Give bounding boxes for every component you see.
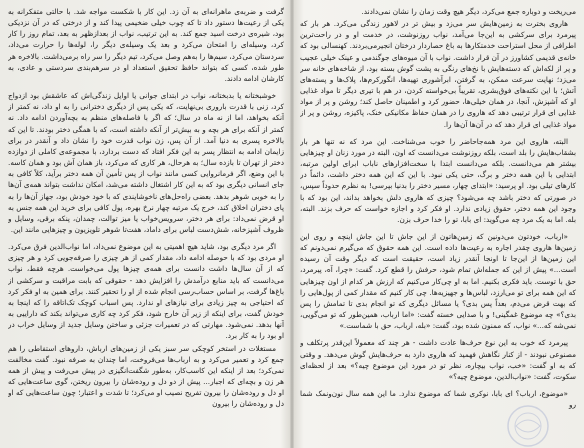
right-paragraph-3: البته، هاروی این مرد همه‌جاحاضر را خوب می‌شناخت. این مرد که نه تنها هر بار بشقاب‌هایش را بلد است، بلکه روزنوشت می‌دانست که اون، البته در مورد زنان او چیزهایی بیشتر هم می‌دانست. بلکه می‌دانست ابتدا با سخت‌افزارهای ناباب ابرای اولین مرتبه، ابتدایی با این همه دختر و برگ، حتی یکی نبود. با این که این همه دختر داشت، دائماً در کارهای تیلی بود. او پرسید: «ابتدای چهار، مسیر دختر را بدنیا بپرسی! به نظرم حدوداً سپس، در صورتی که دختر باشد چه می‌شود؟ چیزی که هاروی دلش بخواهد بداند، این بود که با وجود این همه دختر، حقوق زیادی ندارد. او فکر کرد و اجازه خواست که حرف بزند. البته، بله. اما به یک مرد چه می‌گوید: ای بابا، تو را خدا حرف بزن. xyxy=(300,136,576,224)
right-paragraph-4: «ارباب، خودتون می‌دونین که زمین‌هاتون از این جاش تا این جاش اینچه و روی این زمین‌ها هاروی چقدر اجاره به رعیت‌ها داده است. این همه حقوق که می‌گیرم نمی‌دونم که این زمین‌ها از این‌جا تا اونجا آنقدر زیاد است، حقیقت است که دیگر وقت آن رسیده است...» پیش از این که جمله‌اش تمام شود، حرفش را قطع کرد. گفت: «چرا، آه، پیرمرد، حق با توست. باید فکری بکنیم. اما به او چی‌کار می‌کنیم که ارزش هر کدام از اون چیزهایی که این همه برای تو می‌ارزد، لباس‌ها و جهیزیه‌ها. چی کار کنیم که مقدار کمی از پول‌هایی را که بهت قرض می‌دم، بعداً پس بدی؟ یا مسائل دیگری که تو انجام بدی تا تمامش را پس بدی؟» چه موضوع غمگینی! و با صدایی خسته گفت: «اما ارباب، همین‌طور که تو می‌گویی، نمی‌شه که...» نواب، که ممنون شده بود، گفت: «بله، ارباب، حق با شماست.» xyxy=(300,231,576,331)
left-page xyxy=(8,6,284,442)
right-paragraph-6: «موضوع، ارباب؟ ای بابا، نوکری شما که موضوع ندارد. ما این همه سال نون‌ونمک شما رو xyxy=(300,389,576,410)
left-paragraph-1: گرفت و ضربه‌ی ماهرانه‌ای به آن زد. این کار با شکست مواجه شد. با حالتی متفکرانه به یکی از رعیت‌ها دستور داد تا که چوب خیلی ضخیمی پیدا کند و از درختی که در آن نزدیکی بود، شیره‌ی درخت اسید جمع کند. به این ترتیب، نواب از بعدازظهر به بعد، تمام روز را کار کرد، وسیله‌ای را امتحان می‌کرد و بعد یک وسیله‌ی دیگر را، لوله‌ها را حرارت می‌داد، سردستان می‌کرد، سیم‌ها را به‌هم وصل می‌کرد، تیم دیگر را سر راه برمی‌داشت. بالاخره هر طور شده، کسی که بتواند حافظ تحقیق استعداد او در سرهم‌بندی سردستی و عادی، به کارشان ادامه دادند. xyxy=(8,7,284,83)
book-gutter xyxy=(290,0,294,448)
right-page xyxy=(300,6,576,442)
right-paragraph-2: هاروی بخترت به زمین‌هایش سر می‌زد و بیش تر در لاهور زندگی می‌کرد. هر بار که پیرمرد برای سرکشی به این‌جا می‌آمد، نواب روزنوشت، در خدمت او و در راحت‌ترین اطرافی از محل استراحت خدمتکارها به باغ حصاردار درختان انجیرمی‌بردند. کهنسالی بود که خانه‌ی قدیمی کشاورز در آن قرار داشت. نواب با آن میوه‌های جوگندمی و عینک خیلی عجیب و پر از لکه‌اش که دسته‌هایش با نخ‌های رنگی به پشت گوش بسته بود، از شاخه‌های خانه سر می‌زد؛ نهایت سرعت ممکن، به گرفتن، ابرآشوری تهیه‌ها، انگورکرم‌ها، پلاک‌ها و پسته‌های آتش؛ با این نکته‌های فوق‌بشری، تقریباً بی‌خواسته کردن، در هم با تیری دیگر تا مواد غذایی او که آشپزش، آنجا، در همان خیلی‌ها، حضور کرد و اطمینان حاصل کند؛ روشن و پر از مواد غذایی ای قرار ترتیبی دهد که هاروی را در همان حفاظ مکانیکی خنک، پاکیزه، روشن و پر از مواد غذایی ای قرار دهد که در آن‌ها آن‌ها را. xyxy=(300,19,576,129)
left-paragraph-4: مستغلات در استخر کوچکی سر سبز یکی از زمین‌های ارباش، داروهای استفاطی را هم جمع کرد و تعمیر می‌کرد و به ارباب‌ها می‌فروخت، اما چندان به صرفه نبود. گفت مخالفت نمی‌کرد؛ بعد از اینکه این کاسب‌کار، به‌طور شگفت‌انگیزی در پیش می‌رفت و پیش از همه هر زن و بچه‌ای که اجبار... پیش از دو دل و روده‌شان را بیرون ریختن، گوی ساعت‌هایی که او دل و روده‌شان را بیرون تفریح نصیب او می‌کرد؛ تا شدت و اعتبار؛ چون ساعت‌هایی که او دل و روده‌شان را بیرون xyxy=(8,343,284,409)
right-paragraph-1: می‌ریخت و دوباره جمع می‌کرد، دیگر هیچ وقت زمان را نشان نمی‌دادند. xyxy=(361,7,576,16)
right-paragraph-5: پیرمرد که خوب به این نوع حرف‌ها عادت داشت - هر چند که معمولاً این‌قدر پرتکلف و مصنوعی نبودند - از کنار نگاهش فهمید که هاروی دارد به حرف‌هایش گوش می‌دهد. و وقتی که به او گفت: «خب، نواب بیچاره، نظر تو در مورد این موضوع چیه؟» بعد از لحظه‌ای سکوت، گفت: «نواب‌الدین، موضوع چیه؟» xyxy=(300,338,576,381)
left-paragraph-3: اگر مرد دیگری بود، شاید هیچ اهمیتی به این موضوع نمی‌داد، اما نواب‌الدین فرق می‌کرد. او مردی بود که با حوصله ادامه داد، مقدار کمی از هر چیزی را صرفه‌جویی کرد و هر چیزی که از آن سال‌ها داشت دانست برای همه‌ی چیزها پول می‌خواست. هرچه فقط، نواب می‌دانست که باید منابع درآمدش را افزایش دهد - حقوقی که بابت مراقبت و سرکشی از باغ‌ها گرفت، بر اساس حساب‌رسی انجام شده از او را تحقیر کنند. برای همین به او فکر کرد که احتیاجی به چیز زیادی برای نیازهای او ندارد. پس اسباب کوچک تک‌اتاقه را که اینجا به خودش گفت، برای اینکه از زیر آن خارج شود، فکر کرد چه کاری می‌تواند بکند که داراییی به آنها بدهد. نمی‌شود. مهارتی که در تعمیرات جزئی و ساختن وسایل جدید از وسایل خراب در او بود را به کار برد. xyxy=(8,242,284,341)
left-paragraph-2: خوشبختانه یا بدبختانه، نواب در ابتدای جوانی یا اوایل زندگی‌اش که عاشقش بود ازدواج کرد، زنی با قدرت باروری بی‌نهایت، که یکی پس از دیگری دخترانی را به او داد، نه کمتر از آنکه بخواهد، اما از نه ماه در سال؛ که اگر با فاصله‌های منظم به بچه‌آوردن ادامه داد. نه کمتر از آنکه برای هر بچه و به بیش‌تر از آنکه داشته است، که با همگی دختر بودند. تا این که بالاخره پسری به دنیا آمد. از آن پس، زن نواب قدرت خود را نشان داد و آنقدر در برای زایمان ادامه به انتظار پسر به این فکر افتاد که دست بردارد، با مجموعه‌ی کاملی از دوازده دختر از تهران تا بازده سال؛ به هرحال، هر کاری که می‌کرد، باز همان آش بود و همان کاسه. با این وضع، اگر فرمانروایی کسی مانند نواب از پس تأمین آن همه دختر برآید، کلاً کافی به جای انسانی دیگری بود که به این کار اشتغال داشته می‌شد، امکان نداشت بتواند همه‌ی آن‌ها را به خوبی شوهر بدهد. بعضی راه‌حل‌های ناخوشایندی که با خود خودش بود، جهاز آن‌ها را به پای دختران اخلاق کند، خرج یک مرتبه چهار نرخ بهره، پول کافی برای خرید این همه جنس به او قرض نمی‌داد: برای هر دختر، سرویس‌خواب یا میز توالت، چمدان، پنکه برقی، وسایل و ظروف آشپزخانه، شش‌دست لباس برای داماد، هفت‌تا شوهر تلویزیون و چیزهایی مانند این. xyxy=(8,91,284,234)
